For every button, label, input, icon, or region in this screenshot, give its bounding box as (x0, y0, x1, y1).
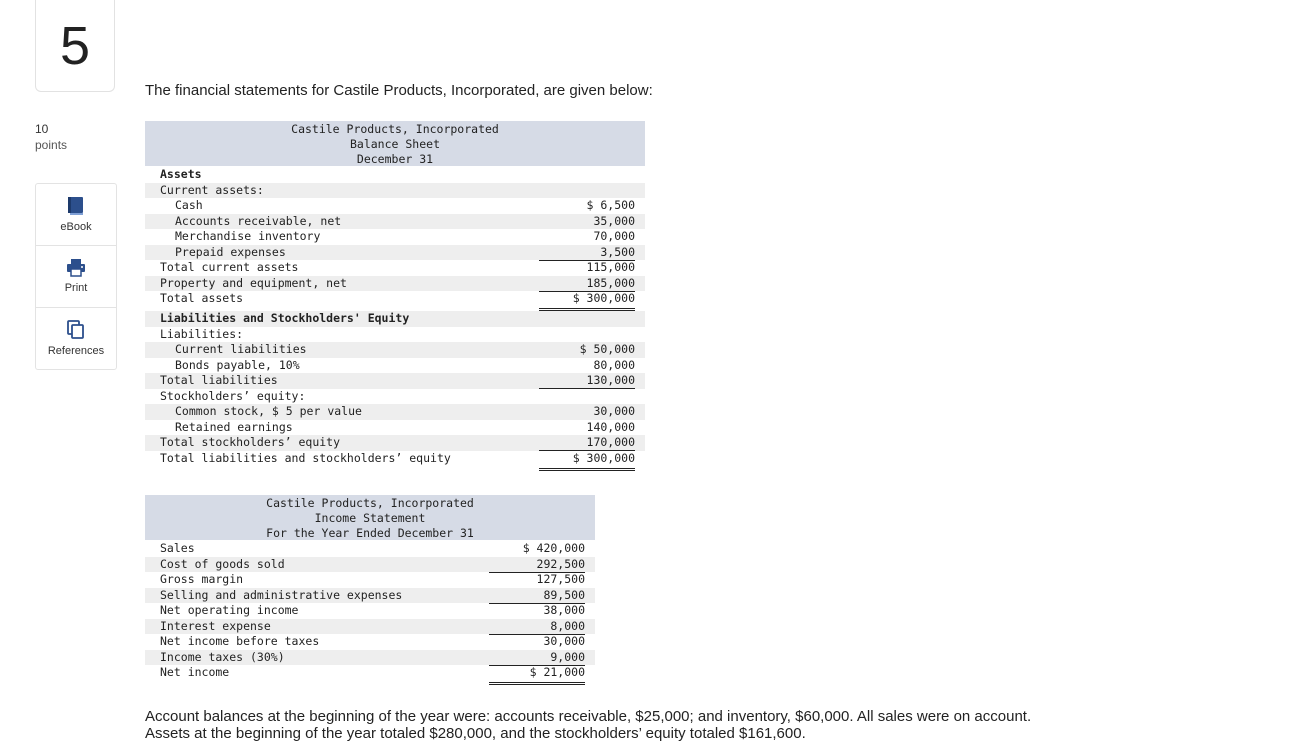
balance-sheet-row (145, 404, 645, 420)
balance-sheet (145, 121, 645, 471)
income-statement-label: Interest expense (160, 618, 271, 633)
balance-sheet-header (145, 121, 645, 166)
balance-sheet-label: Current assets: (160, 182, 264, 197)
income-statement (145, 495, 595, 685)
ebook-icon (67, 196, 85, 216)
balance-sheet-row (145, 358, 645, 374)
balance-sheet-label: Total stockholders’ equity (160, 435, 341, 449)
balance-sheet-label: Stockholders’ equity: (160, 388, 306, 403)
points-block (35, 121, 67, 153)
balance-sheet-amount: 30,000 (593, 404, 635, 418)
balance-sheet-amount: 3,500 (539, 245, 635, 261)
balance-sheet-amount: 130,000 (539, 373, 635, 389)
balance-sheet-label: Accounts receivable, net (175, 213, 342, 228)
balance-sheet-label: Assets (160, 167, 202, 181)
footer-line-1: Account balances at the beginning of the year were: accounts receivable, $25,000; and inventory, $60,000. All sales were on account. (145, 708, 1032, 725)
balance-sheet-label: Total assets (160, 291, 244, 305)
balance-sheet-label: Current liabilities (175, 342, 307, 356)
income-statement-amount: $ 420,000 (522, 541, 585, 555)
balance-sheet-amount (539, 389, 635, 404)
balance-sheet-amount: $ 50,000 (579, 342, 635, 356)
balance-sheet-label: Total liabilities (160, 373, 278, 387)
balance-sheet-row (145, 245, 645, 261)
income-statement-amount: 89,500 (489, 588, 585, 604)
income-statement-row (145, 665, 595, 685)
balance-sheet-label: Total current assets (160, 260, 299, 274)
income-statement-header (145, 495, 595, 540)
balance-sheet-label: Common stock, $ 5 per value (175, 404, 362, 418)
print-button[interactable] (36, 245, 116, 307)
income-statement-row (145, 603, 595, 619)
balance-sheet-amount: 140,000 (539, 420, 635, 436)
income-statement-title: Income Statement (314, 511, 426, 525)
income-statement-row (145, 634, 595, 650)
references-label: References (47, 345, 105, 357)
income-statement-label: Sales (160, 541, 195, 555)
balance-sheet-row (145, 167, 645, 183)
balance-sheet-amount: $ 300,000 (539, 291, 635, 311)
income-statement-label: Net income before taxes (160, 634, 320, 648)
tools-panel (35, 183, 117, 370)
balance-sheet-amount: 185,000 (539, 276, 635, 292)
balance-sheet-label: Property and equipment, net (160, 275, 347, 290)
income-statement-amount: 8,000 (489, 619, 585, 635)
balance-sheet-amount: $ 6,500 (586, 198, 635, 212)
balance-sheet-row (145, 451, 645, 471)
income-statement-amount: $ 21,000 (489, 665, 585, 685)
balance-sheet-row (145, 342, 645, 358)
income-statement-amount: 9,000 (489, 650, 585, 666)
income-statement-amount: 38,000 (543, 603, 585, 617)
income-statement-label: Selling and administrative expenses (160, 587, 403, 602)
question-number: 5 (35, 0, 115, 92)
balance-sheet-row (145, 291, 645, 311)
income-statement-row (145, 572, 595, 588)
balance-sheet-row (145, 373, 645, 389)
balance-sheet-row (145, 260, 645, 276)
balance-sheet-label: Total liabilities and stockholders’ equity (160, 450, 451, 465)
balance-sheet-label: Liabilities: (160, 326, 244, 341)
balance-sheet-rows (145, 166, 645, 471)
intro-text: The financial statements for Castile Products, Incorporated, are given below: (145, 82, 653, 99)
balance-sheet-label: Retained earnings (175, 419, 293, 434)
balance-sheet-row (145, 229, 645, 245)
balance-sheet-amount (539, 167, 635, 182)
footer-line-2: Assets at the beginning of the year totaled $280,000, and the stockholders’ equity totaled $161,600. (145, 725, 806, 742)
income-statement-amount: 127,500 (536, 572, 585, 586)
points-value: 10 (35, 122, 49, 136)
income-statement-rows (145, 540, 595, 685)
balance-sheet-row (145, 214, 645, 230)
balance-sheet-company: Castile Products, Incorporated (291, 122, 499, 136)
balance-sheet-amount (539, 311, 635, 326)
balance-sheet-amount: 170,000 (539, 435, 635, 451)
balance-sheet-row (145, 327, 645, 343)
income-statement-label: Income taxes (30%) (160, 649, 285, 664)
balance-sheet-label: Bonds payable, 10% (175, 357, 300, 372)
balance-sheet-row (145, 311, 645, 327)
income-statement-amount: 292,500 (489, 557, 585, 573)
income-statement-label: Gross margin (160, 572, 244, 586)
income-statement-row (145, 619, 595, 635)
balance-sheet-amount (539, 327, 635, 342)
income-statement-row (145, 650, 595, 666)
income-statement-label: Net operating income (160, 603, 299, 617)
balance-sheet-label: Liabilities and Stockholders' Equity (160, 311, 410, 325)
references-icon (67, 320, 85, 340)
balance-sheet-amount: 35,000 (593, 213, 635, 228)
ebook-button[interactable] (36, 184, 116, 245)
income-statement-row (145, 557, 595, 573)
balance-sheet-row (145, 420, 645, 436)
income-statement-period: For the Year Ended December 31 (266, 526, 474, 540)
balance-sheet-label: Cash (175, 198, 203, 212)
ebook-label: eBook (60, 221, 92, 233)
print-icon (66, 259, 86, 277)
balance-sheet-row (145, 276, 645, 292)
balance-sheet-row (145, 435, 645, 451)
income-statement-row (145, 541, 595, 557)
points-label: points (35, 138, 68, 152)
income-statement-company: Castile Products, Incorporated (266, 496, 474, 510)
balance-sheet-date: December 31 (356, 152, 434, 166)
balance-sheet-label: Merchandise inventory (175, 229, 321, 243)
print-label: Print (64, 282, 88, 294)
income-statement-label: Cost of goods sold (160, 556, 285, 571)
balance-sheet-label: Prepaid expenses (175, 244, 286, 259)
balance-sheet-amount: $ 300,000 (539, 451, 635, 471)
balance-sheet-row (145, 198, 645, 214)
income-statement-amount: 30,000 (543, 634, 585, 648)
balance-sheet-amount: 70,000 (593, 229, 635, 243)
balance-sheet-amount (539, 183, 635, 198)
footer-text (145, 708, 1031, 742)
income-statement-row (145, 588, 595, 604)
balance-sheet-row (145, 389, 645, 405)
balance-sheet-title: Balance Sheet (349, 137, 440, 151)
balance-sheet-amount: 80,000 (539, 358, 635, 374)
balance-sheet-row (145, 183, 645, 199)
income-statement-label: Net income (160, 665, 230, 679)
balance-sheet-amount: 115,000 (586, 260, 635, 274)
references-button[interactable] (36, 307, 116, 369)
